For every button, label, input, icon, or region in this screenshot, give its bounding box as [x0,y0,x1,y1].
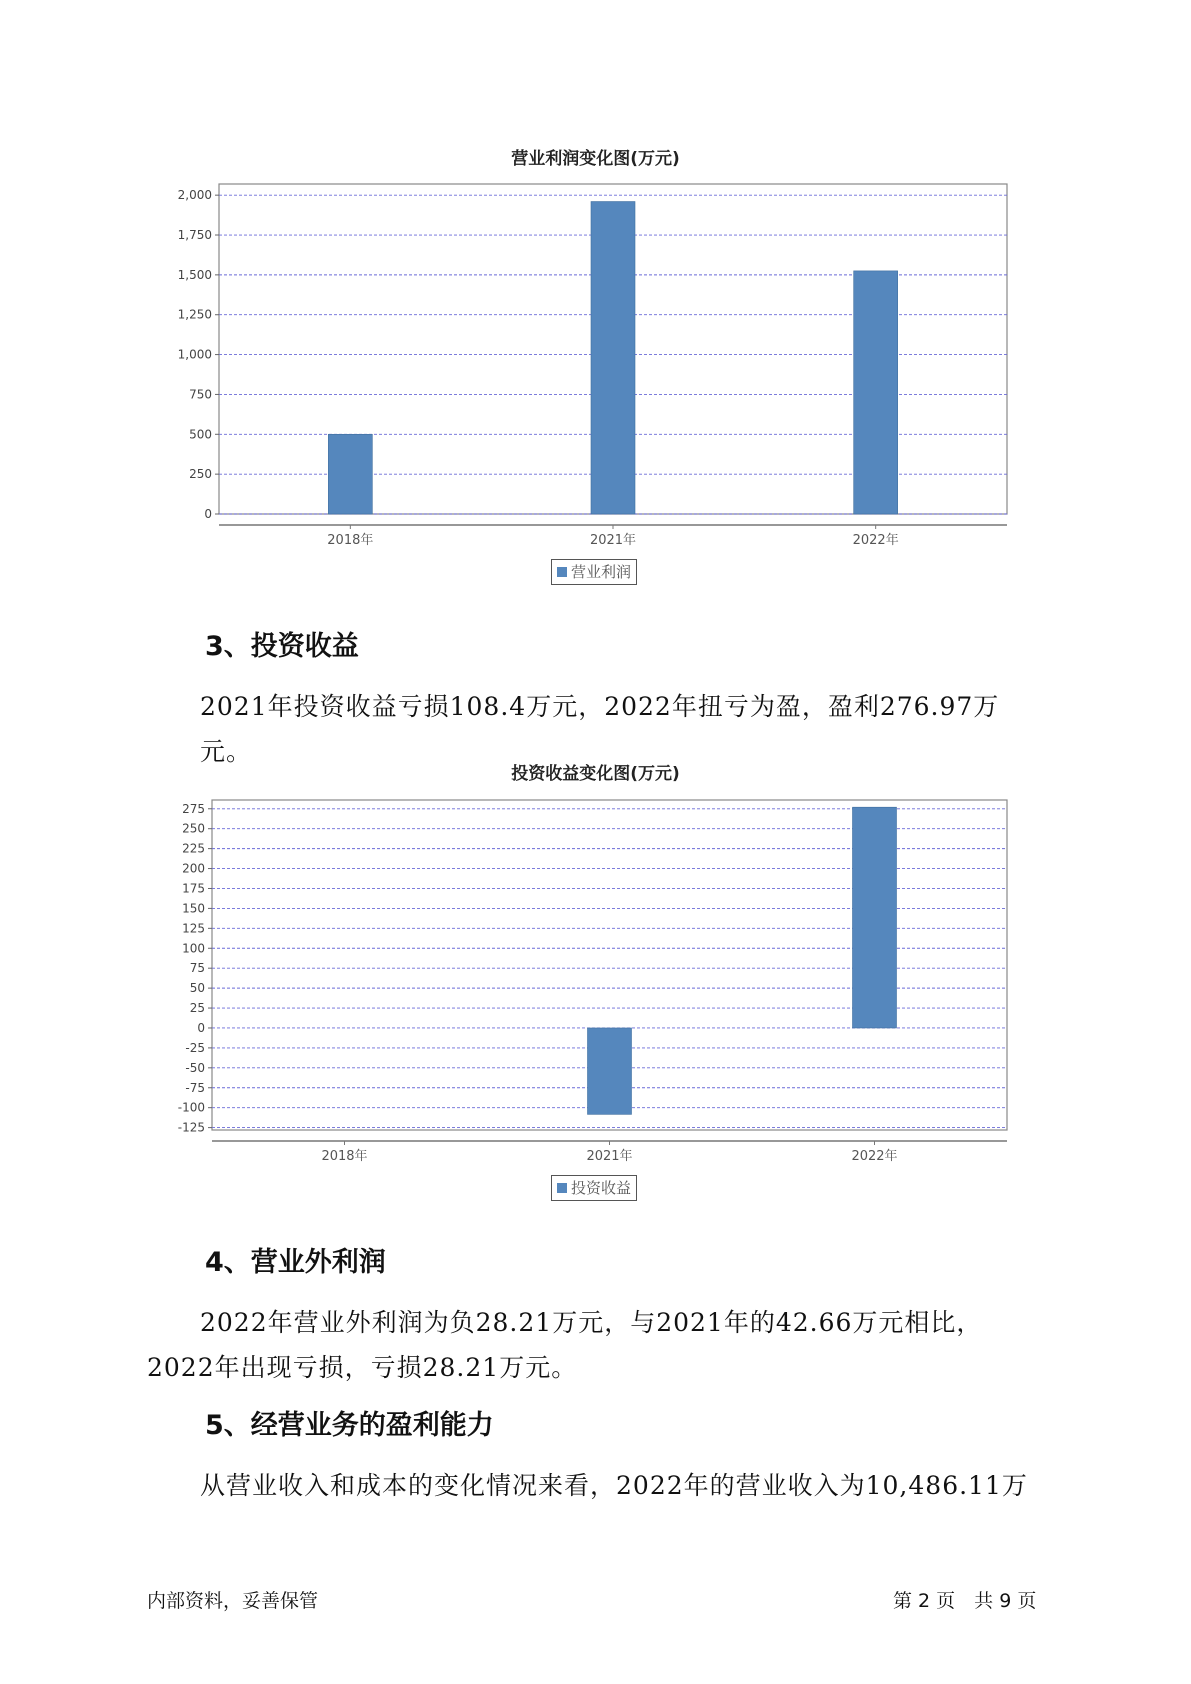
y-tick-label: 2,000 [177,188,212,203]
y-tick-label: -50 [185,1060,205,1075]
footer-confidential: 内部资料，妥善保管 [147,1590,319,1612]
x-tick-label: 2018年 [321,1149,368,1164]
chart2-legend [551,1175,637,1201]
section-5-text: 从营业收入和成本的变化情况来看，2022年的营业收入为10,486.11万 [200,1471,1028,1500]
y-tick-label: -100 [177,1100,205,1115]
y-tick-label: 750 [189,387,212,402]
section-4-paragraph [147,1300,1047,1390]
x-tick-label: 2021年 [586,1149,633,1164]
section-4-text: 2022年营业外利润为负28.21万元，与2021年的42.66万元相比，2022年出现亏损，亏损28.21万元。 [147,1308,983,1382]
chart1-title: 营业利润变化图(万元) [511,149,680,169]
x-tick-label: 2021年 [589,533,637,548]
footer-page-number: 第 2 页 共 9 页 [893,1590,1037,1612]
y-tick-label: 75 [189,961,205,976]
y-tick-label: 500 [189,427,212,442]
y-tick-label: 1,250 [177,307,212,322]
y-tick-label: 250 [182,821,205,836]
y-tick-label: 100 [182,941,205,956]
y-tick-label: -125 [177,1120,205,1135]
x-tick-label: 2022年 [851,1149,898,1164]
y-tick-label: 1,750 [177,228,212,243]
section-3-text: 2021年投资收益亏损108.4万元，2022年扭亏为盈，盈利276.97万元。 [200,692,1000,766]
y-tick-label: 225 [182,841,205,856]
section-5-heading: 5、经营业务的盈利能力 [205,1410,494,1441]
y-tick-label: 1,000 [177,347,212,362]
y-tick-label: -25 [185,1040,205,1055]
section-3-heading: 3、投资收益 [205,631,359,662]
bar-2021年 [588,1028,632,1114]
section-4-heading: 4、营业外利润 [205,1247,386,1278]
bar-2022年 [853,807,897,1028]
y-tick-label: 150 [182,901,205,916]
y-tick-label: -75 [185,1080,205,1095]
y-tick-label: 200 [182,861,205,876]
y-tick-label: 0 [204,507,212,521]
x-tick-label: 2018年 [327,533,374,548]
chart2-title: 投资收益变化图(万元) [511,764,680,784]
section-5-paragraph [147,1463,1047,1508]
y-tick-label: 125 [182,921,205,936]
y-tick-label: 25 [189,1001,205,1016]
chart1-legend-label: 营业利润 [571,563,632,581]
y-tick-label: 175 [182,881,205,896]
legend-swatch-icon [557,1183,567,1193]
y-tick-label: 1,500 [177,267,212,282]
chart2-legend-label: 投资收益 [571,1179,632,1197]
y-tick-label: 0 [197,1020,205,1035]
y-tick-label: 275 [182,801,205,816]
y-tick-label: 50 [189,981,205,996]
x-tick-label: 2022年 [852,533,899,548]
y-tick-label: 250 [189,467,212,482]
